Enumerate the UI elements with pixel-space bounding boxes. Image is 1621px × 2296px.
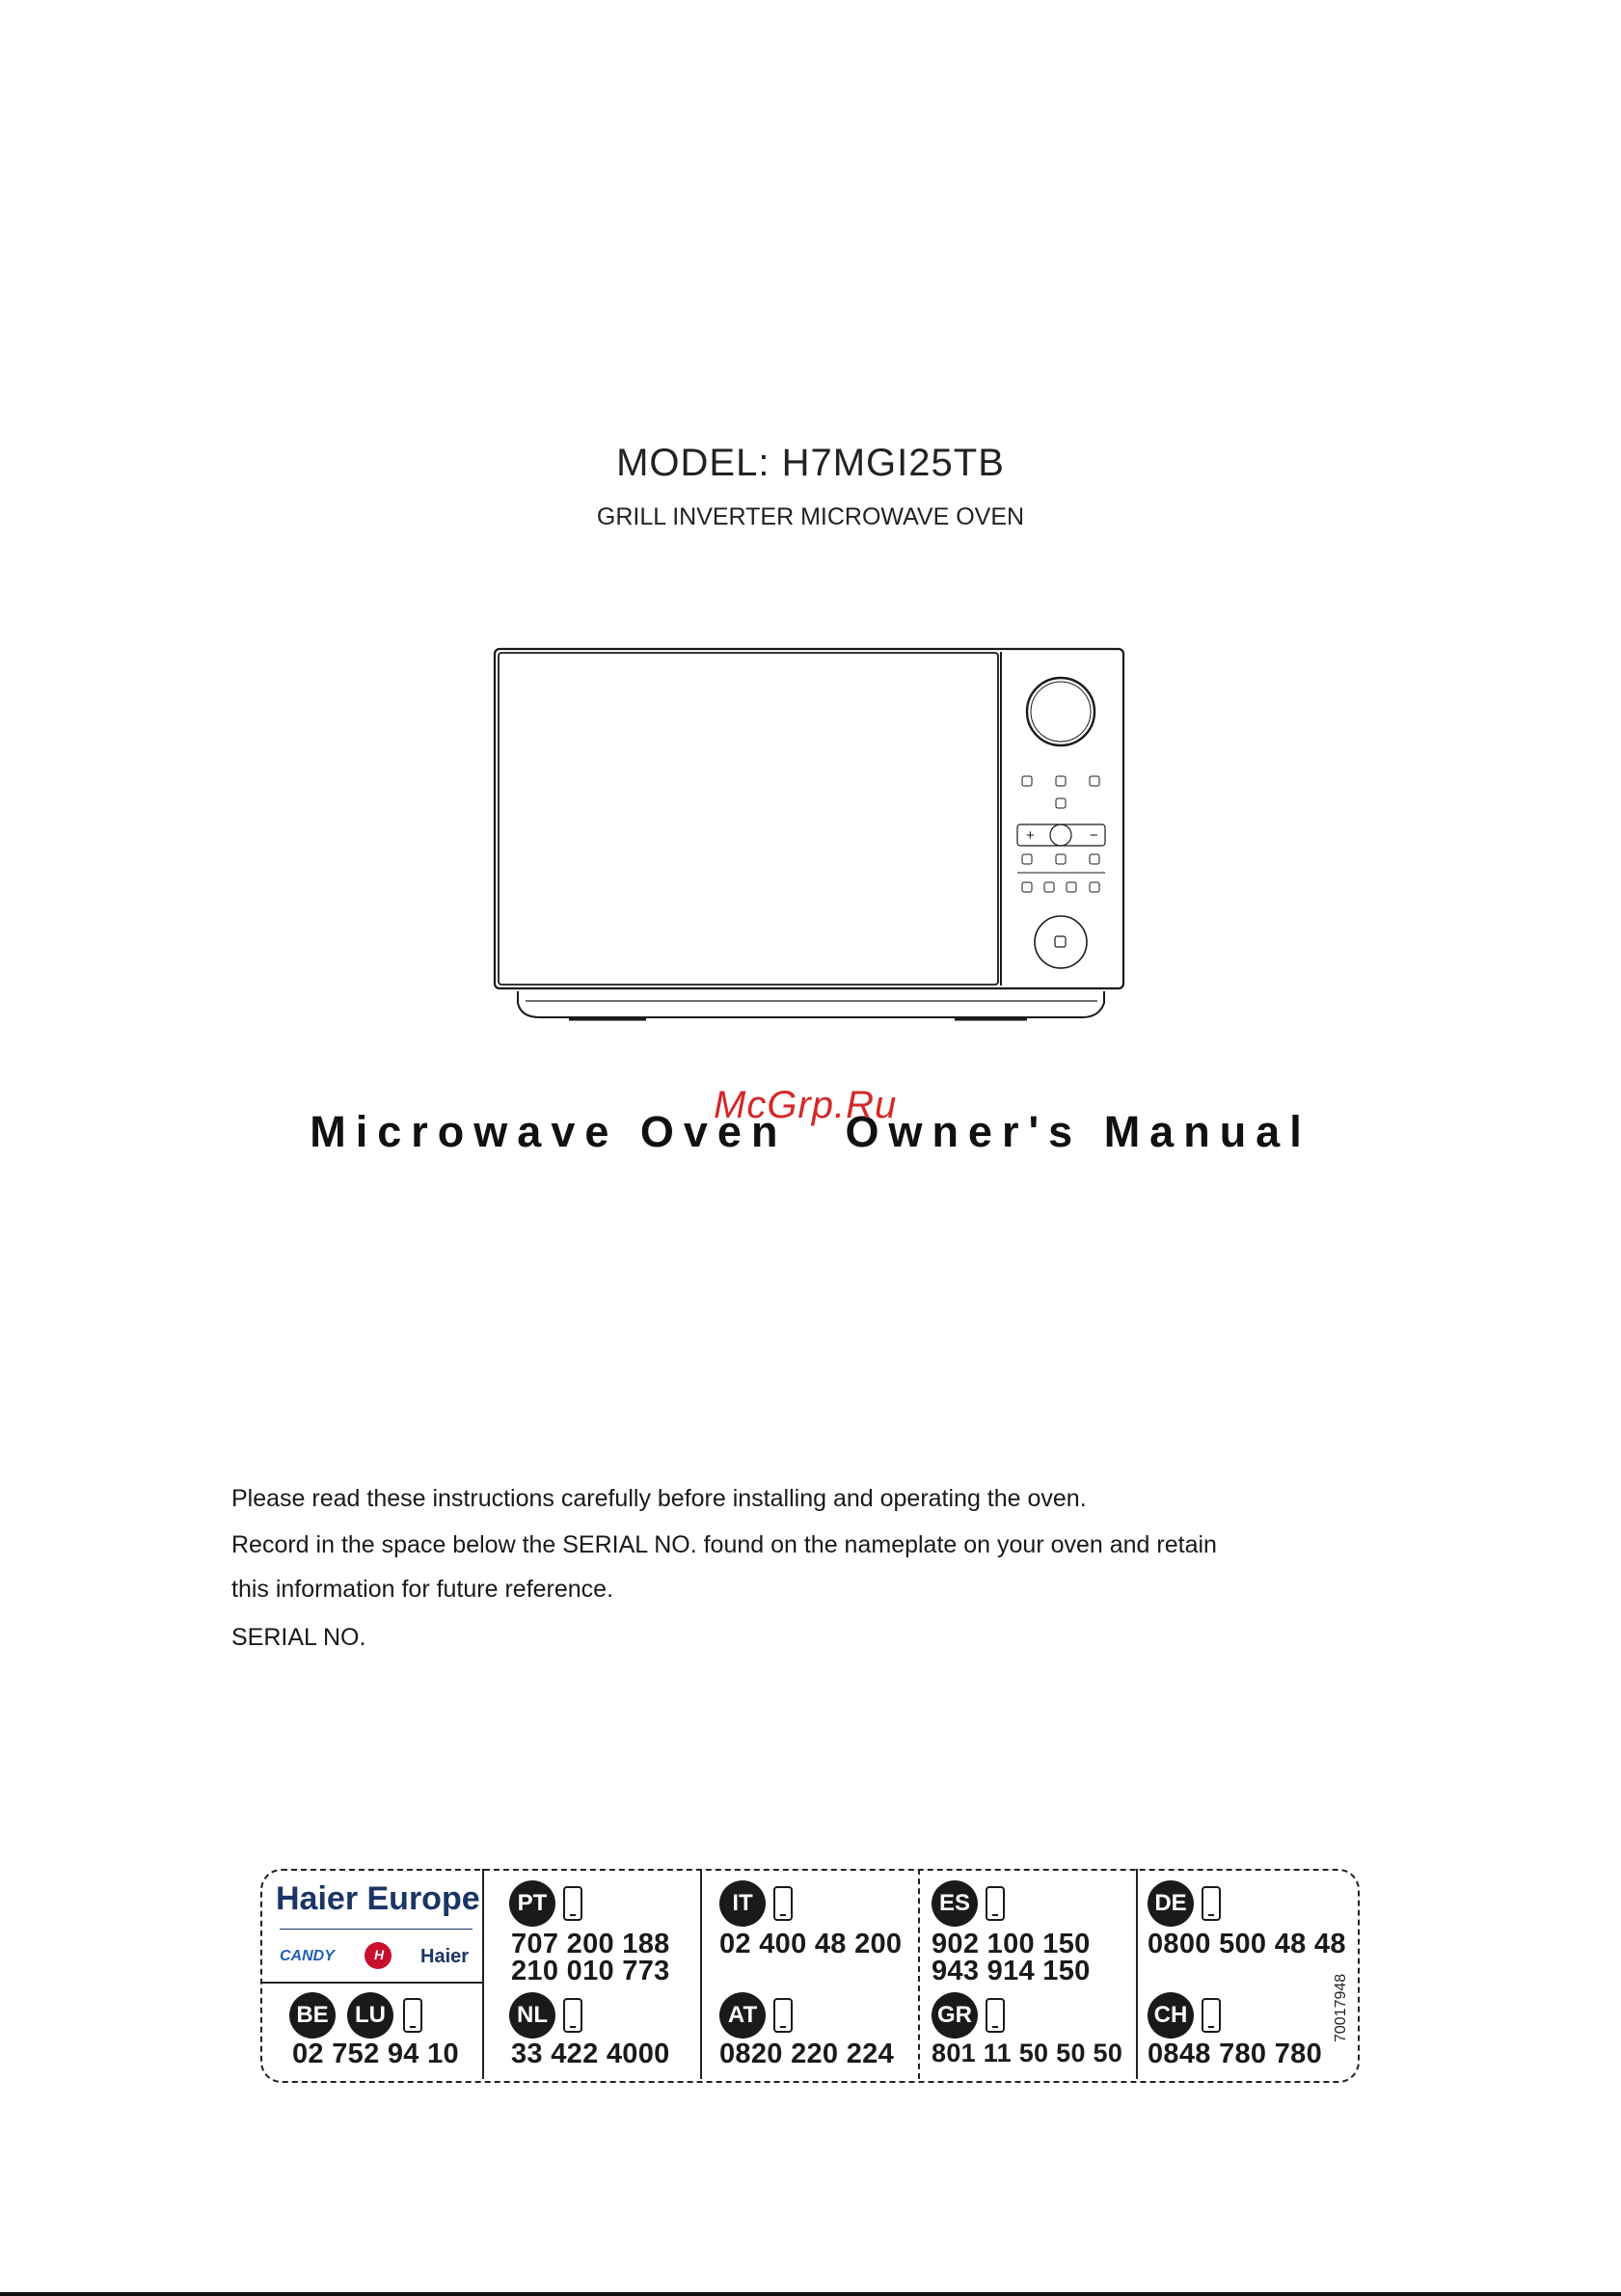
phone-number-gr: 801 11 50 50 50 — [932, 2039, 1123, 2067]
haier-europe-logo: Haier Europe — [276, 1880, 480, 1917]
phone-icon — [1202, 1998, 1221, 2033]
country-badge-be: BE — [289, 1992, 336, 2039]
phone-number-be-lu: 02 752 94 10 — [292, 2039, 459, 2069]
phone-icon — [986, 1998, 1005, 2033]
phone-icon — [1202, 1886, 1221, 1921]
serial-no-label: SERIAL NO. — [231, 1624, 366, 1651]
product-subtitle: GRILL INVERTER MICROWAVE OVEN — [596, 503, 1025, 530]
logo-divider — [280, 1929, 473, 1930]
phone-number-it: 02 400 48 200 — [719, 1929, 903, 1959]
phone-number-ch: 0848 780 780 — [1148, 2039, 1322, 2069]
phone-number-pt-2: 210 010 773 — [511, 1956, 670, 1986]
phone-number-de: 0800 500 48 48 — [1148, 1929, 1346, 1959]
hoover-logo-letter: H — [374, 1947, 385, 1962]
country-badge-nl: NL — [509, 1992, 555, 2039]
country-badge-gr: GR — [932, 1992, 978, 2039]
minus-label: − — [1090, 827, 1098, 844]
haier-logo: Haier — [420, 1946, 470, 1967]
manual-title-part2: Owner's Manual — [845, 1107, 1311, 1156]
manual-title-part1: Microwave Oven — [310, 1107, 788, 1156]
country-badge-at: AT — [719, 1992, 766, 2039]
country-badge-es: ES — [932, 1880, 978, 1927]
phone-icon — [773, 1886, 793, 1921]
country-badge-lu: LU — [347, 1992, 393, 2039]
phone-number-nl: 33 422 4000 — [511, 2039, 670, 2069]
country-badge-it: IT — [719, 1880, 766, 1927]
phone-number-es-1: 902 100 150 — [932, 1929, 1091, 1959]
column-divider — [1136, 1869, 1138, 2079]
country-badge-pt: PT — [509, 1880, 555, 1927]
phone-number-pt-1: 707 200 188 — [511, 1929, 670, 1959]
document-code: 70017948 — [1333, 1973, 1349, 2042]
watermark: McGrp.Ru — [714, 1084, 898, 1126]
plus-label: + — [1026, 827, 1035, 844]
phone-icon — [773, 1998, 793, 2033]
phone-number-at: 0820 220 224 — [719, 2039, 894, 2069]
phone-number-es-2: 943 914 150 — [932, 1956, 1091, 1986]
row-divider — [262, 1982, 482, 1984]
instruction-line-3: this information for future reference. — [231, 1576, 614, 1603]
instruction-line-2: Record in the space below the SERIAL NO. found on the nameplate on your oven and retain — [231, 1531, 1217, 1558]
instruction-line-1: Please read these instructions carefully before installing and operating the oven. — [231, 1485, 1087, 1512]
country-badge-de: DE — [1148, 1880, 1194, 1927]
column-divider — [700, 1869, 702, 2079]
candy-logo: CANDY — [280, 1948, 335, 1964]
column-divider — [482, 1869, 484, 2079]
phone-icon — [403, 1998, 422, 2033]
phone-icon — [563, 1998, 582, 2033]
model-title: MODEL: H7MGI25TB — [616, 442, 1005, 484]
column-divider — [918, 1869, 920, 2079]
microwave-oven-icon — [482, 636, 1138, 1032]
country-badge-ch: CH — [1148, 1992, 1194, 2039]
page-bottom-rule — [0, 2292, 1621, 2296]
phone-icon — [986, 1886, 1005, 1921]
phone-icon — [563, 1886, 582, 1921]
